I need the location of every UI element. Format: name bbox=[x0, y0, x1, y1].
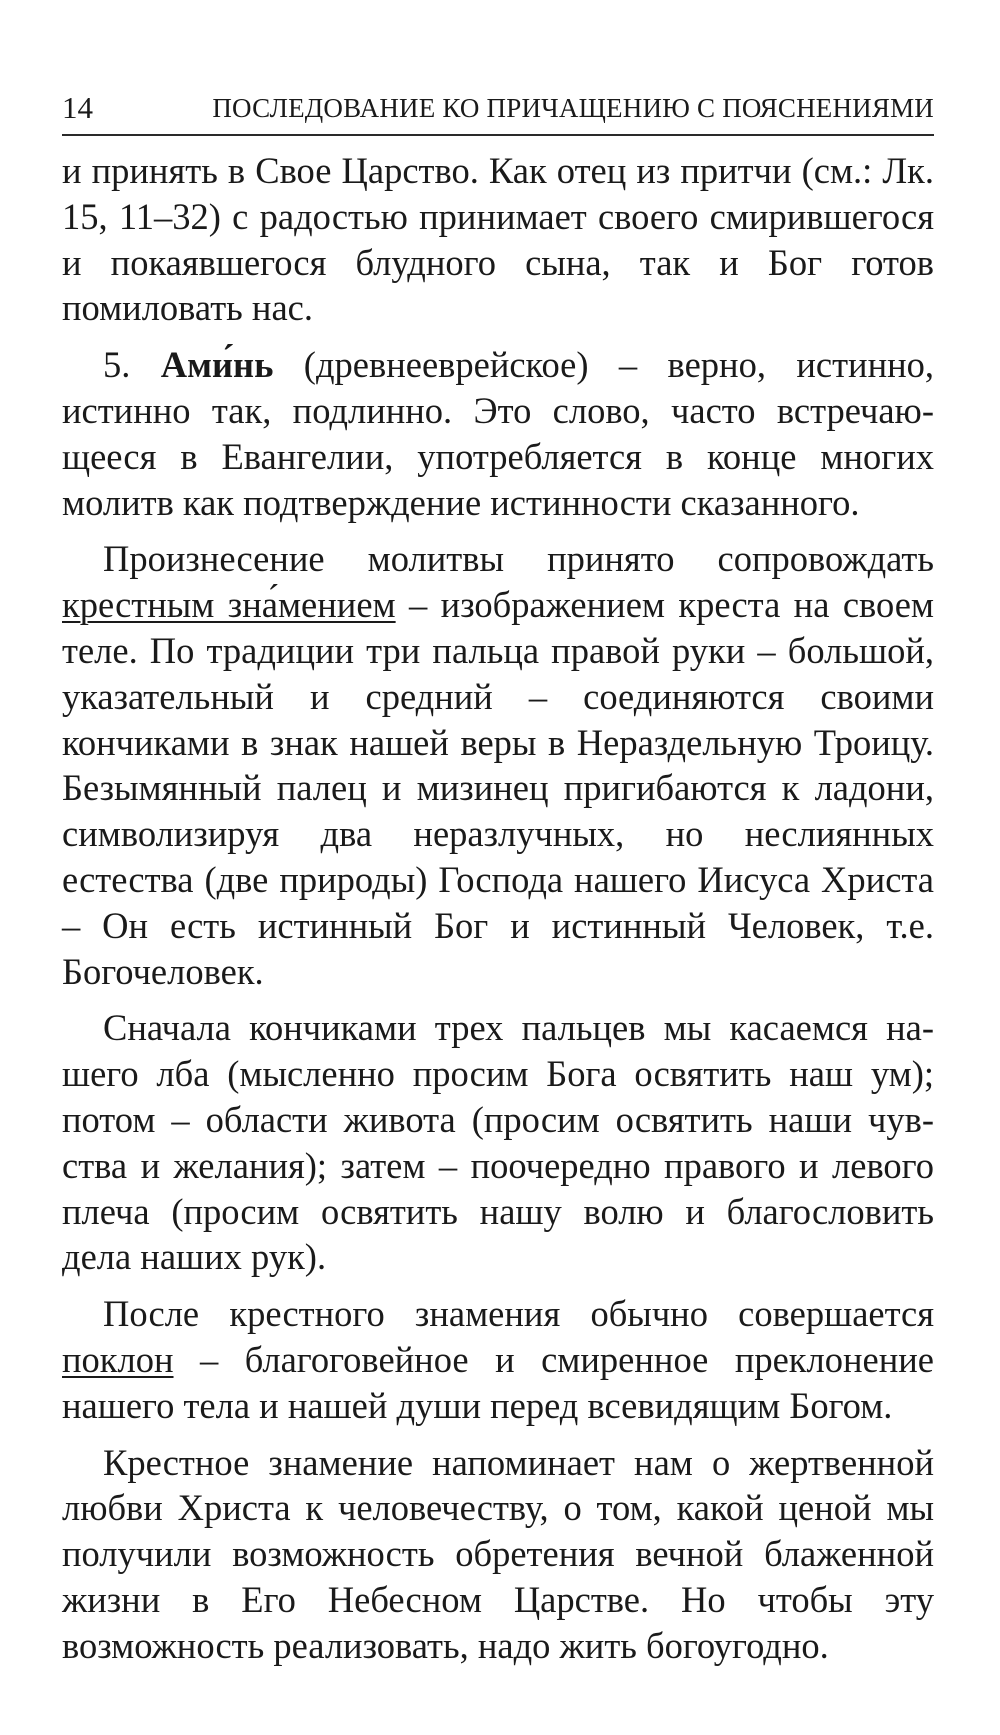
paragraph-2 bbox=[62, 342, 934, 525]
paragraph-5 bbox=[62, 1291, 934, 1428]
paragraph-5-text: – благоговейное и смиренное преклонение нашего тела и нашей души перед всевидящим Богом. bbox=[62, 1338, 934, 1426]
paragraph-3 bbox=[62, 536, 934, 994]
paragraph-1: и принять в Свое Царство. Как отец из притчи (см.: Лк. 15, 11–32) с радостью принимает своего смирившегося и покаявшегося блудного сына, так и Бог готов помиловать нас. bbox=[62, 150, 934, 329]
page-number: 14 bbox=[62, 90, 93, 125]
paragraph-3-lead: Произнесение молитвы принято сопровождать bbox=[103, 538, 934, 580]
paragraph-3-text: – изображением креста на своем теле. По традиции три пальца правой руки – большой, указательный и средний – соединяются своими кончиками в знак нашей веры в Нераздельную Троицу. Безымянный палец и мизинец пригибаются к ладони, символизируя два неразлучных, но неслиянных естества (две природы) Господа нашего Иисуса Христа – Он есть истинный Бог и истинный Человек, т.е. Богочеловек. bbox=[62, 584, 934, 992]
page-header bbox=[62, 90, 934, 136]
paragraph-5-lead: После крестного знамения обычно совершается bbox=[103, 1293, 934, 1335]
paragraph-6: Крестное знамение напоминает нам о жертвенной любви Христа к человечеству, о том, какой ценой мы получили возможность обретения вечной блаженной жизни в Его Небесном Царстве. Но чтобы эту возможность реализовать, надо жить богоугодно. bbox=[62, 1441, 934, 1666]
term-bow: поклон bbox=[62, 1338, 174, 1380]
body-text bbox=[62, 148, 934, 1680]
term-amen: Ами́нь bbox=[160, 344, 274, 386]
item-number: 5. bbox=[103, 344, 161, 386]
term-sign-of-cross: крестным зна́мением bbox=[62, 584, 396, 626]
running-title: ПОСЛЕДОВАНИЕ КО ПРИЧАЩЕНИЮ С ПОЯСНЕНИЯМИ bbox=[212, 93, 934, 123]
paragraph-4: Сначала кончиками трех пальцев мы касаемся нашего лба (мысленно просим Бога освятить наш ум); потом – области живота (просим освятить наши чувства и желания); затем – поочередно правого и левого плеча (просим освятить нашу волю и благословить дела наших рук). bbox=[62, 1007, 934, 1278]
paragraph-2-text: (древнееврейское) – верно, истинно, истинно так, подлинно. Это слово, часто встречающееся в Евангелии, употребляется в конце многих молитв как подтверждение истинности сказанного. bbox=[62, 344, 935, 523]
